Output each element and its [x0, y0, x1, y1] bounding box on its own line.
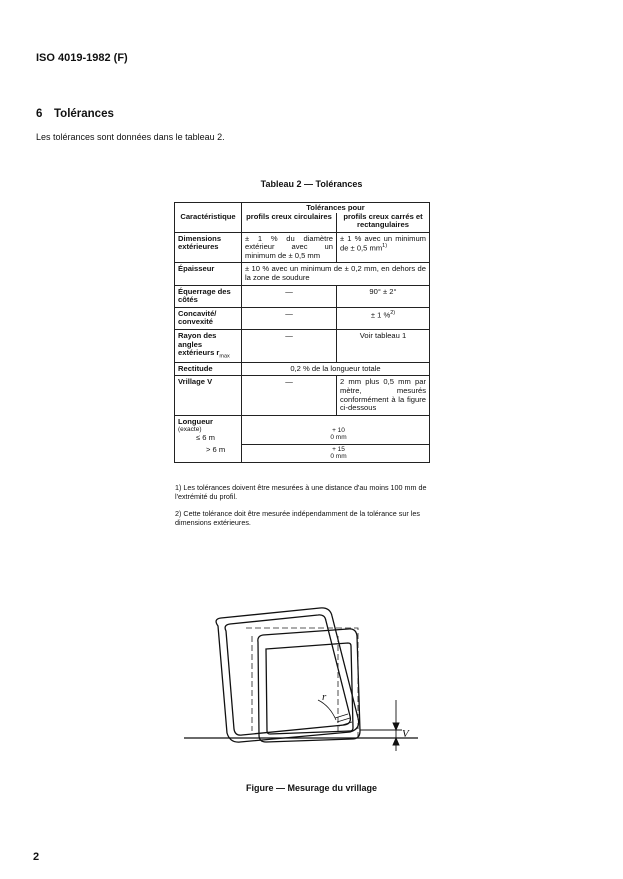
tolerance-upper: + 15: [332, 445, 345, 453]
cell-rectangular: 90° ± 2°: [337, 285, 430, 307]
cell-circular: —: [242, 376, 337, 415]
row-label: [175, 444, 242, 463]
label-v: V: [402, 728, 409, 740]
footnote-ref: 1): [382, 243, 388, 250]
far-end-inner-outline: [266, 643, 353, 734]
cell-both: ± 10 % avec un minimum de ± 0,2 mm, en dehors de la zone de soudure: [242, 263, 430, 285]
table-row: [175, 285, 430, 307]
row-label: [175, 415, 242, 444]
section-title: Tolérances: [54, 108, 114, 120]
page-number: 2: [33, 851, 40, 863]
figure-caption: Figure — Mesurage du vrillage: [245, 783, 378, 793]
row-label: Équerrage des côtés: [175, 285, 242, 307]
twist-measurement-figure: [180, 596, 420, 756]
cell-circular: ± 1 % du diamètre extérieur avec un minimum de ± 0,5 mm: [242, 232, 337, 263]
section-heading: [36, 108, 114, 120]
tolerance-unit: mm: [335, 452, 347, 460]
hatch-line: [339, 722, 352, 726]
cell-rectangular: Voir tableau 1: [337, 329, 430, 362]
table-row: [175, 415, 430, 444]
cell-circular: —: [242, 285, 337, 307]
footnote-1: [175, 484, 433, 501]
section-intro: Les tolérances sont données dans le tableau 2.: [36, 132, 225, 142]
table-row: [175, 263, 430, 285]
row-label: Concavité/ convexité: [175, 307, 242, 329]
row-label: Rectitude: [175, 362, 242, 376]
header-circular: profils creux circulaires: [242, 213, 337, 233]
footnote-text: Cette tolérance doit être mesurée indépendamment de la tolérance sur les dimensions extérieures.: [175, 509, 420, 527]
footnote-ref: 2): [390, 309, 396, 316]
cell-text: ± 1 % avec un minimum de ± 0,5 mm: [340, 233, 426, 253]
header-characteristic: Caractéristique: [175, 203, 242, 233]
tolerance-stack: [324, 447, 346, 461]
tolerance-base: 0: [330, 452, 334, 460]
table-row: [175, 307, 430, 329]
tolerance-upper: + 10: [332, 427, 345, 435]
row-label: Dimensions extérieures: [175, 232, 242, 263]
header-tolerances: Tolérances pour: [242, 203, 430, 213]
tolerance-unit: mm: [335, 433, 347, 441]
label-r: r: [322, 691, 327, 703]
label-subscript: max: [219, 353, 230, 360]
length-range-label: ≤ 6 m: [196, 432, 215, 442]
hatch-line: [335, 714, 348, 718]
footnote-2: [175, 510, 433, 527]
hatch-line: [337, 718, 350, 722]
cell-rectangular: [337, 307, 430, 329]
label-subtext: (exacte): [178, 426, 202, 434]
cell-both: [242, 444, 430, 463]
document-header: ISO 4019-1982 (F): [36, 52, 128, 64]
tolerance-lower: [324, 454, 346, 461]
dimension-arrow: [393, 738, 399, 745]
label-text: Longueur: [178, 416, 214, 426]
cell-both: [242, 415, 430, 444]
cell-circular: —: [242, 307, 337, 329]
tolerances-table: [174, 202, 430, 463]
label-text: Rayon des angles extérieurs r: [178, 330, 220, 358]
row-label: Vrillage V: [175, 376, 242, 415]
cell-circular: —: [242, 329, 337, 362]
cell-rectangular: 2 mm plus 0,5 mm par mètre, mesurés conformément à la figure ci-dessous: [337, 376, 430, 415]
table-row: [175, 376, 430, 415]
tolerance-lower: [324, 435, 346, 442]
cell-both: 0,2 % de la longueur totale: [242, 362, 430, 376]
header-rectangular: profils creux carrés et rectangulaires: [337, 213, 430, 233]
cell-rectangular: [337, 232, 430, 263]
footnote-mark: 1): [175, 483, 182, 492]
table-row: [175, 329, 430, 362]
cell-text: ± 1 %: [370, 310, 391, 320]
table-title: Tableau 2 — Tolérances: [260, 179, 363, 189]
footnote-mark: 2): [175, 509, 182, 518]
tolerance-stack: [324, 428, 346, 442]
table-row: [175, 362, 430, 376]
row-label: [175, 329, 242, 362]
length-range-label: > 6 m: [206, 445, 226, 455]
table-row: [175, 232, 430, 263]
tolerance-base: 0: [330, 433, 334, 441]
row-label: Épaisseur: [175, 263, 242, 285]
footnote-text: Les tolérances doivent être mesurées à une distance d'au moins 100 mm de l'extrémité du profil.: [175, 483, 427, 501]
table-row: [175, 444, 430, 463]
radius-arc: [318, 700, 336, 720]
dimension-arrow: [393, 723, 399, 730]
section-number: 6: [36, 108, 43, 120]
